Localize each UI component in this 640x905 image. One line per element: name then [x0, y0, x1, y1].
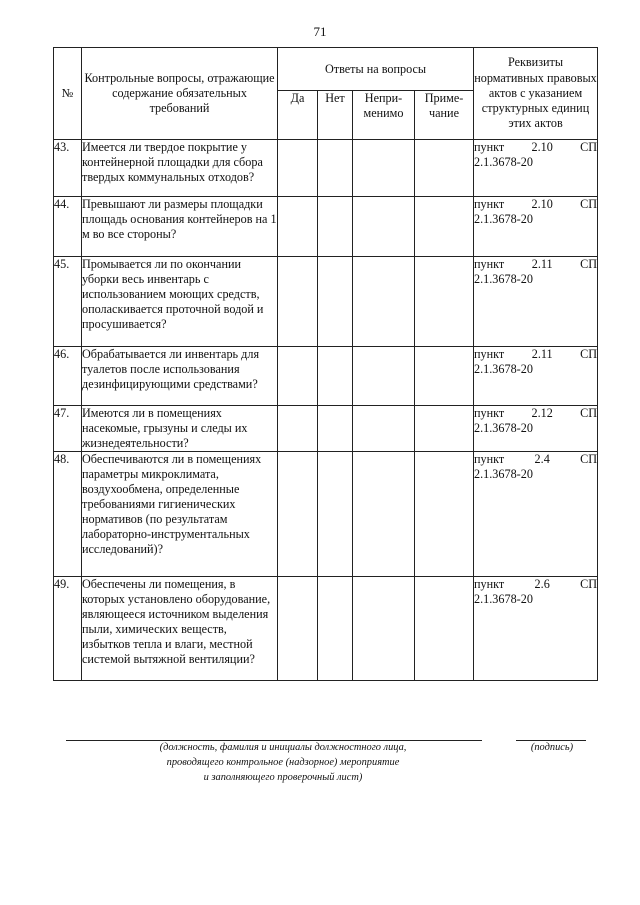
requisite-item: 2.10: [531, 197, 553, 211]
answer-yes-cell[interactable]: [278, 257, 318, 347]
header-note-line1: Приме-: [424, 91, 464, 105]
row-number: 43.: [54, 140, 82, 197]
header-na-line1: Непри-: [364, 91, 403, 105]
requisite-item: 2.6: [534, 577, 550, 591]
requisite-document: 2.1.3678-20: [474, 212, 533, 226]
requisite-word: пункт: [474, 197, 505, 211]
table-row: [54, 140, 598, 197]
answer-yes-cell[interactable]: [278, 347, 318, 406]
answer-no-cell[interactable]: [318, 140, 353, 197]
signature-caption-line3: и заполняющего проверочный лист): [203, 772, 363, 783]
answer-yes-cell[interactable]: [278, 197, 318, 257]
header-answers: Ответы на вопросы: [278, 48, 474, 91]
answer-yes-cell[interactable]: [278, 577, 318, 681]
answer-no-cell[interactable]: [318, 257, 353, 347]
header-number: №: [54, 48, 82, 140]
page-number: 71: [313, 24, 327, 39]
header-yes: Да: [278, 91, 318, 140]
requisite-word: пункт: [474, 347, 505, 361]
requisite-line: [474, 197, 597, 212]
requisite-code: СП: [580, 452, 598, 466]
requisite-document: 2.1.3678-20: [474, 592, 533, 606]
row-question: Имеются ли в помещениях насекомые, грызуны и следы их жизнедеятельности?: [82, 406, 278, 452]
signature-caption-right: (подпись): [530, 742, 574, 753]
table-row: [54, 452, 598, 577]
requisite-code: СП: [580, 577, 598, 591]
row-question: Промывается ли по окончании уборки весь инвентарь с использованием моющих средств, ополаскивается проточной водой и просушивается?: [82, 257, 278, 347]
row-requisites: [474, 406, 598, 452]
answer-not-applicable-cell[interactable]: [353, 197, 415, 257]
answer-no-cell[interactable]: [318, 347, 353, 406]
table-row: [54, 577, 598, 681]
header-no: Нет: [318, 91, 353, 140]
requisite-document: 2.1.3678-20: [474, 362, 533, 376]
answer-no-cell[interactable]: [318, 197, 353, 257]
answer-yes-cell[interactable]: [278, 140, 318, 197]
table-row: [54, 197, 598, 257]
row-question: Имеется ли твердое покрытие у контейнерной площадки для сбора твердых коммунальных отходов?: [82, 140, 278, 197]
answer-note-cell[interactable]: [415, 406, 474, 452]
row-requisites: [474, 347, 598, 406]
requisite-line: [474, 452, 597, 467]
row-number: 44.: [54, 197, 82, 257]
requisite-document: 2.1.3678-20: [474, 272, 533, 286]
row-requisites: [474, 257, 598, 347]
table-row: [54, 406, 598, 452]
signature-caption: [128, 740, 438, 785]
row-requisites: [474, 577, 598, 681]
answer-no-cell[interactable]: [318, 452, 353, 577]
requisite-code: СП: [580, 257, 598, 271]
answer-note-cell[interactable]: [415, 452, 474, 577]
row-question: Превышают ли размеры площадки площадь основания контейнеров на 1 м во все стороны?: [82, 197, 278, 257]
table-row: [54, 347, 598, 406]
requisite-code: СП: [580, 406, 598, 420]
answer-yes-cell[interactable]: [278, 406, 318, 452]
header-not-applicable: [353, 91, 415, 140]
requisite-item: 2.12: [531, 406, 553, 420]
requisite-code: СП: [580, 347, 598, 361]
answer-note-cell[interactable]: [415, 577, 474, 681]
requisite-line: [474, 347, 597, 362]
answer-not-applicable-cell[interactable]: [353, 577, 415, 681]
requisite-word: пункт: [474, 452, 505, 466]
requisite-item: 2.10: [531, 140, 553, 154]
signature-caption-line2: проводящего контрольное (надзорное) мероприятие: [166, 757, 400, 768]
header-row: [54, 48, 598, 91]
requisite-line: [474, 577, 597, 592]
row-question: Обеспечиваются ли в помещениях параметры микроклимата, воздухообмена, определенные требованиями гигиенических нормативов (по результатам лабораторно-инструментальных исследований)?: [82, 452, 278, 577]
header-note-line2: чание: [429, 106, 459, 120]
requisite-line: [474, 140, 597, 155]
row-number: 45.: [54, 257, 82, 347]
requisite-word: пункт: [474, 140, 505, 154]
answer-note-cell[interactable]: [415, 197, 474, 257]
requisite-item: 2.4: [534, 452, 550, 466]
requisite-document: 2.1.3678-20: [474, 421, 533, 435]
table-row: [54, 257, 598, 347]
header-note: [415, 91, 474, 140]
answer-no-cell[interactable]: [318, 406, 353, 452]
row-question: Обрабатывается ли инвентарь для туалетов после использования дезинфицирующими средствами?: [82, 347, 278, 406]
row-number: 48.: [54, 452, 82, 577]
requisite-item: 2.11: [531, 257, 553, 271]
answer-no-cell[interactable]: [318, 577, 353, 681]
requisite-word: пункт: [474, 257, 505, 271]
row-requisites: [474, 140, 598, 197]
requisite-line: [474, 257, 597, 272]
answer-not-applicable-cell[interactable]: [353, 347, 415, 406]
row-requisites: [474, 452, 598, 577]
header-questions: Контрольные вопросы, отражающие содержание обязательных требований: [82, 48, 278, 140]
header-na-line2: менимо: [363, 106, 404, 120]
answer-not-applicable-cell[interactable]: [353, 140, 415, 197]
requisite-word: пункт: [474, 577, 505, 591]
requisite-document: 2.1.3678-20: [474, 155, 533, 169]
row-number: 47.: [54, 406, 82, 452]
requisite-document: 2.1.3678-20: [474, 467, 533, 481]
signature-caption-line1: (должность, фамилия и инициалы должностного лица,: [159, 742, 407, 753]
row-question: Обеспечены ли помещения, в которых установлено оборудование, являющееся источником выделения пыли, химических веществ, избытков тепла и влаги, местной системой вытяжной вентиляции?: [82, 577, 278, 681]
answer-yes-cell[interactable]: [278, 452, 318, 577]
answer-not-applicable-cell[interactable]: [353, 257, 415, 347]
answer-note-cell[interactable]: [415, 257, 474, 347]
requisite-code: СП: [580, 140, 598, 154]
header-requisites: Реквизиты нормативных правовых актов с указанием структурных единиц этих актов: [474, 48, 598, 140]
answer-note-cell[interactable]: [415, 347, 474, 406]
requisite-word: пункт: [474, 406, 505, 420]
row-number: 49.: [54, 577, 82, 681]
answer-not-applicable-cell[interactable]: [353, 452, 415, 577]
answer-not-applicable-cell[interactable]: [353, 406, 415, 452]
requisite-item: 2.11: [531, 347, 553, 361]
answer-note-cell[interactable]: [415, 140, 474, 197]
row-requisites: [474, 197, 598, 257]
requisite-line: [474, 406, 597, 421]
requisite-code: СП: [580, 197, 598, 211]
checklist-table: [53, 47, 598, 681]
row-number: 46.: [54, 347, 82, 406]
